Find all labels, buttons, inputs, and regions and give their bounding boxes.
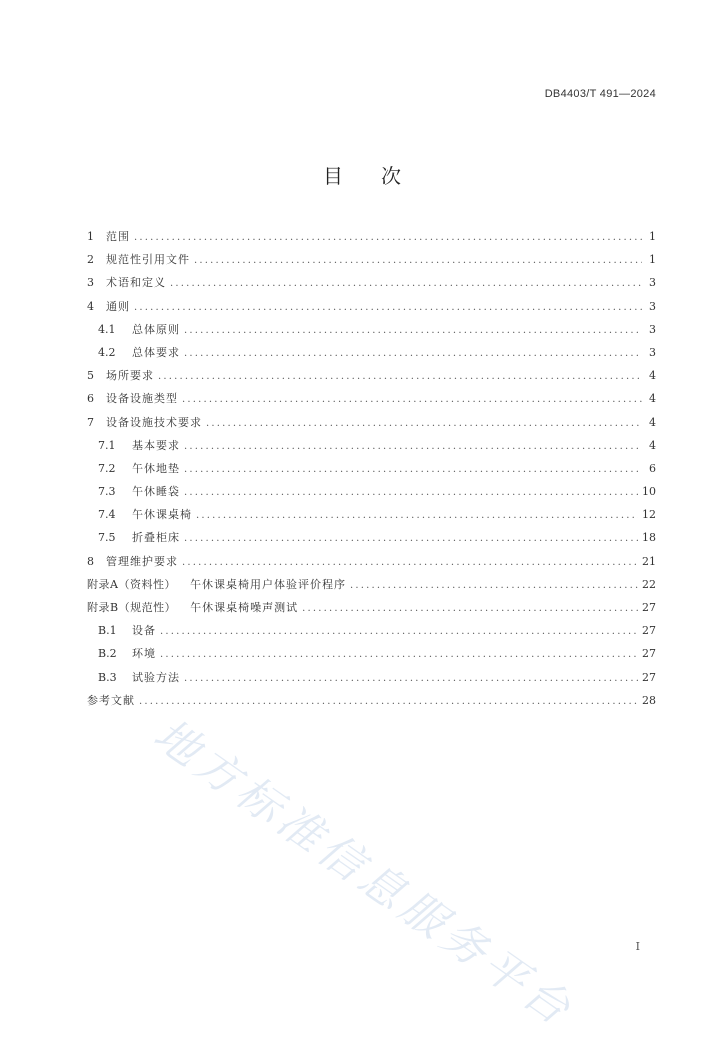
- toc-entry-appendix-a[interactable]: [87, 573, 656, 596]
- toc-dot-leader: [134, 226, 642, 249]
- toc-entry-8[interactable]: [87, 550, 656, 573]
- toc-dot-leader: [170, 272, 642, 295]
- toc-entry-7-2[interactable]: [87, 457, 656, 480]
- toc-entry-label: 管理维护要求: [106, 554, 178, 568]
- toc-dot-leader: [184, 667, 638, 690]
- toc-dot-leader: [302, 597, 638, 620]
- toc-dot-leader: [184, 527, 638, 550]
- toc-entry-bibliography[interactable]: [87, 689, 656, 712]
- toc-dot-leader: [196, 504, 638, 527]
- toc-entry-number: 7.4: [98, 508, 116, 522]
- toc-entry-page: 22: [642, 577, 656, 591]
- toc-entry-page: 21: [642, 554, 656, 568]
- toc-dot-leader: [194, 249, 642, 272]
- toc-entry-b-1[interactable]: [87, 619, 656, 642]
- toc-entry-7[interactable]: [87, 411, 656, 434]
- toc-entry-label: 基本要求: [132, 438, 180, 452]
- toc-dot-leader: [184, 319, 642, 342]
- toc-entry-7-3[interactable]: [87, 480, 656, 503]
- toc-dot-leader: [184, 481, 638, 504]
- toc-dot-leader: [160, 643, 638, 666]
- title-char-2: 次: [381, 164, 401, 188]
- page-title: [0, 160, 724, 189]
- toc-dot-leader: [134, 296, 642, 319]
- document-code: DB4403/T 491—2024: [544, 88, 656, 100]
- toc-dot-leader: [139, 690, 638, 713]
- toc-entry-number: 6: [87, 392, 94, 406]
- toc-entry-appendix-b[interactable]: [87, 596, 656, 619]
- toc-entry-label: 参考文献: [87, 693, 135, 707]
- toc-entry-number: 7.1: [98, 438, 116, 452]
- toc-entry-page: 3: [649, 345, 656, 359]
- toc-entry-2[interactable]: [87, 248, 656, 271]
- toc-dot-leader: [182, 388, 642, 411]
- toc-entry-6[interactable]: [87, 387, 656, 410]
- toc-appendix-tag: 附录A（资料性）: [87, 577, 176, 591]
- toc-entry-4[interactable]: [87, 295, 656, 318]
- toc-entry-7-1[interactable]: [87, 434, 656, 457]
- toc-entry-label: 设备设施技术要求: [106, 415, 202, 429]
- toc-dot-leader: [160, 620, 638, 643]
- toc-entry-page: 6: [649, 461, 656, 475]
- toc-dot-leader: [184, 458, 642, 481]
- toc-entry-b-3[interactable]: [87, 666, 656, 689]
- toc-entry-number: 7.3: [98, 485, 116, 499]
- toc-entry-1[interactable]: [87, 225, 656, 248]
- toc-entry-number: 2: [87, 253, 94, 267]
- toc-entry-page: 3: [649, 299, 656, 313]
- toc-entry-b-2[interactable]: [87, 642, 656, 665]
- toc-entry-number: 3: [87, 276, 94, 290]
- toc-entry-number: B.2: [98, 647, 117, 661]
- watermark: 地方标准信息服务平台: [144, 709, 584, 1038]
- toc-entry-page: 1: [649, 230, 656, 243]
- toc-entry-label: 规范性引用文件: [106, 253, 190, 267]
- toc-entry-number: 8: [87, 554, 94, 568]
- toc-entry-number: 7: [87, 415, 94, 429]
- table-of-contents: [87, 225, 656, 712]
- toc-entry-label: 范围: [106, 230, 130, 243]
- toc-entry-page: 10: [642, 485, 656, 499]
- toc-entry-label: 午休课桌椅噪声测试: [190, 601, 299, 614]
- toc-entry-4-1[interactable]: [87, 318, 656, 341]
- toc-entry-number: 4.1: [98, 322, 116, 336]
- toc-entry-page: 28: [642, 693, 656, 707]
- toc-entry-4-2[interactable]: [87, 341, 656, 364]
- toc-entry-number: 4: [87, 299, 94, 313]
- toc-entry-page: 12: [642, 508, 656, 522]
- toc-entry-label: 午休课桌椅: [132, 508, 192, 522]
- toc-entry-page: 4: [649, 369, 656, 383]
- toc-entry-page: 3: [649, 276, 656, 290]
- toc-appendix-tag: 附录B（规范性）: [87, 601, 177, 614]
- toc-entry-label: 折叠柜床: [132, 531, 180, 545]
- toc-entry-page: 27: [642, 670, 656, 684]
- toc-entry-label: 午休地垫: [132, 461, 180, 475]
- toc-entry-page: 27: [642, 647, 656, 661]
- toc-entry-number: 7.5: [98, 531, 116, 545]
- toc-entry-label: 设备: [132, 624, 156, 638]
- toc-entry-label: 午休课桌椅用户体验评价程序: [189, 577, 346, 591]
- toc-entry-number: 5: [87, 369, 94, 383]
- toc-entry-page: 3: [649, 322, 656, 336]
- title-char-1: 目: [323, 164, 343, 188]
- toc-entry-page: 4: [649, 392, 656, 406]
- toc-entry-label: 环境: [132, 647, 156, 661]
- toc-entry-number: B.3: [98, 670, 117, 684]
- toc-entry-7-5[interactable]: [87, 526, 656, 549]
- toc-entry-3[interactable]: [87, 271, 656, 294]
- toc-entry-number: B.1: [98, 624, 117, 638]
- toc-entry-page: 4: [649, 438, 656, 452]
- toc-dot-leader: [350, 574, 638, 597]
- toc-dot-leader: [206, 412, 642, 435]
- toc-entry-number: 4.2: [98, 345, 116, 359]
- toc-dot-leader: [184, 435, 642, 458]
- toc-dot-leader: [158, 365, 642, 388]
- toc-entry-label: 场所要求: [106, 369, 154, 383]
- toc-dot-leader: [182, 551, 638, 574]
- toc-entry-label: 设备设施类型: [106, 392, 178, 406]
- toc-entry-7-4[interactable]: [87, 503, 656, 526]
- toc-entry-label: 试验方法: [132, 670, 180, 684]
- toc-entry-page: 27: [642, 601, 656, 614]
- toc-entry-page: 18: [642, 531, 656, 545]
- toc-entry-label: 总体要求: [132, 345, 180, 359]
- toc-entry-label: 术语和定义: [106, 276, 166, 290]
- toc-entry-label: 总体原则: [132, 322, 180, 336]
- toc-entry-page: 1: [649, 253, 656, 267]
- toc-entry-number: 7.2: [98, 461, 116, 475]
- page-number: I: [635, 940, 640, 953]
- toc-entry-page: 4: [649, 415, 656, 429]
- toc-entry-label: 午休睡袋: [132, 485, 180, 499]
- toc-entry-label: 通则: [106, 299, 130, 313]
- toc-dot-leader: [184, 342, 642, 365]
- toc-entry-5[interactable]: [87, 364, 656, 387]
- toc-entry-number: 1: [87, 230, 94, 243]
- toc-entry-page: 27: [642, 624, 656, 638]
